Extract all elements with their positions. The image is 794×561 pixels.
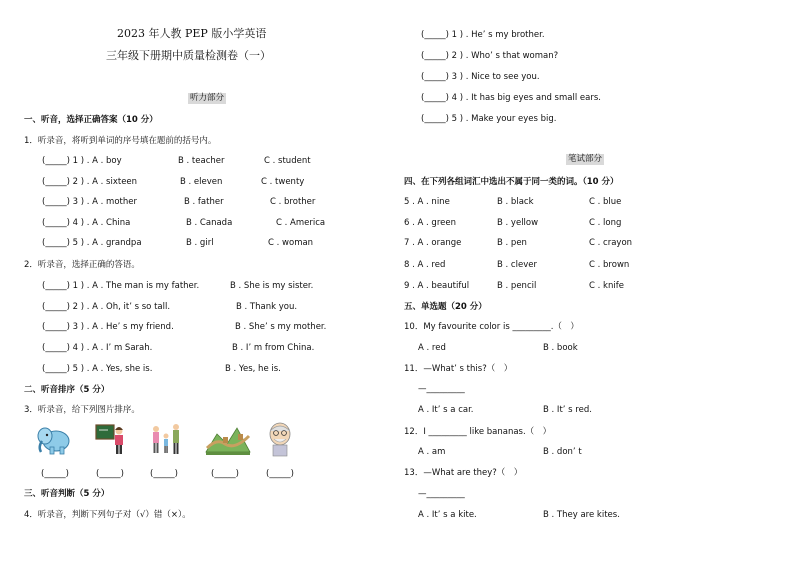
q13-stem: 13．—What are they?（ ） bbox=[404, 468, 523, 478]
s1-item1-b: B . teacher bbox=[178, 156, 225, 166]
right-item-1: (_____) 1 ) . He’ s my brother. bbox=[421, 30, 545, 40]
s4-item6-c: C . long bbox=[589, 218, 622, 228]
section2-instruction: 3．听录音，给下列图片排序。 bbox=[24, 405, 140, 415]
picture-blank-1: (_____) bbox=[41, 469, 69, 479]
s4-item7-b: B . pen bbox=[497, 238, 527, 248]
s1-item4-c: C . America bbox=[276, 218, 326, 228]
q12-option-b: B . don’ t bbox=[543, 447, 582, 457]
q13-option-b: B . They are kites. bbox=[543, 510, 620, 520]
s1b-item1-a: (_____) 1 ) . A . The man is my father. bbox=[42, 281, 200, 291]
section5-heading: 五、单选题（20 分） bbox=[404, 302, 487, 312]
great-wall-picture bbox=[205, 422, 251, 456]
s1-item2-b: B . eleven bbox=[180, 177, 223, 187]
s1-item1-a: (_____) 1 ) . A . boy bbox=[42, 156, 122, 166]
section4-heading: 四、在下列各组词汇中选出不属于同一类的词。（10 分） bbox=[404, 177, 619, 187]
s1-item5-b: B . girl bbox=[186, 238, 214, 248]
s4-item7-c: C . crayon bbox=[589, 238, 633, 248]
s4-item8-c: C . brown bbox=[589, 260, 630, 270]
writing-label: 笔试部分 bbox=[568, 154, 603, 164]
s4-item7-a: 7 . A . orange bbox=[404, 238, 462, 248]
s4-item8-a: 8 . A . red bbox=[404, 260, 446, 270]
s4-item9-b: B . pencil bbox=[497, 281, 537, 291]
q11-option-b: B . It’ s red. bbox=[543, 405, 592, 415]
s1-item4-a: (_____) 4 ) . A . China bbox=[42, 218, 131, 228]
s1-item5-c: C . woman bbox=[268, 238, 314, 248]
picture-blank-2: (_____) bbox=[96, 469, 124, 479]
s4-item5-c: C . blue bbox=[589, 197, 622, 207]
s1b-item2-a: (_____) 2 ) . A . Oh, it’ s so tall. bbox=[42, 302, 171, 312]
s1-item1-c: C . student bbox=[264, 156, 311, 166]
s4-item5-b: B . black bbox=[497, 197, 534, 207]
s1-item2-a: (_____) 2 ) . A . sixteen bbox=[42, 177, 138, 187]
q12-option-a: A . am bbox=[418, 447, 446, 457]
s1-item5-a: (_____) 5 ) . A . grandpa bbox=[42, 238, 142, 248]
right-item-4: (_____) 4 ) . It has big eyes and small ears. bbox=[421, 93, 601, 103]
section2-heading: 二、听音排序（5 分） bbox=[24, 385, 110, 395]
q10-option-a: A . red bbox=[418, 343, 446, 353]
s4-item5-a: 5 . A . nine bbox=[404, 197, 450, 207]
s1b-item4-b: B . I’ m from China. bbox=[232, 343, 315, 353]
picture-blank-3: (_____) bbox=[150, 469, 178, 479]
q10-stem: 10．My favourite color is _________.（ ） bbox=[404, 322, 579, 332]
s1b-item3-a: (_____) 3 ) . A . He’ s my friend. bbox=[42, 322, 174, 332]
q10-option-b: B . book bbox=[543, 343, 578, 353]
s4-item9-a: 9 . A . beautiful bbox=[404, 281, 470, 291]
s1-item3-b: B . father bbox=[184, 197, 224, 207]
page-title: 2023 年人教 PEP 版小学英语 bbox=[117, 27, 267, 40]
picture-blank-4: (_____) bbox=[211, 469, 239, 479]
section3-heading: 三、听音判断（5 分） bbox=[24, 489, 110, 499]
listening-label: 听力部分 bbox=[190, 93, 225, 103]
picture-blank-5: (_____) bbox=[266, 469, 294, 479]
page-subtitle: 三年级下册期中质量检测卷（一） bbox=[106, 49, 271, 62]
elephant-picture bbox=[36, 423, 74, 455]
s4-item9-c: C . knife bbox=[589, 281, 624, 291]
section1-instruction: 1．听录音，将听到单词的序号填在题前的括号内。 bbox=[24, 136, 217, 146]
s1-item3-c: C . brother bbox=[270, 197, 316, 207]
grandpa-picture bbox=[266, 421, 294, 457]
section1-heading: 一、听音，选择正确答案（10 分） bbox=[24, 115, 158, 125]
q13-answer-line: —_________ bbox=[418, 489, 465, 499]
section3-instruction: 4．听录音，判断下列句子对（√）错（×）。 bbox=[24, 510, 191, 520]
right-item-2: (_____) 2 ) . Who’ s that woman? bbox=[421, 51, 559, 61]
right-item-3: (_____) 3 ) . Nice to see you. bbox=[421, 72, 540, 82]
s1-item2-c: C . twenty bbox=[261, 177, 305, 187]
q11-stem: 11．—What’ s this?（ ） bbox=[404, 364, 513, 374]
s1-item4-b: B . Canada bbox=[186, 218, 233, 228]
s1b-item4-a: (_____) 4 ) . A . I’ m Sarah. bbox=[42, 343, 153, 353]
s4-item6-b: B . yellow bbox=[497, 218, 539, 228]
s1b-item1-b: B . She is my sister. bbox=[230, 281, 314, 291]
s1b-item5-a: (_____) 5 ) . A . Yes, she is. bbox=[42, 364, 153, 374]
s1b-item3-b: B . She’ s my mother. bbox=[235, 322, 327, 332]
s4-item8-b: B . clever bbox=[497, 260, 537, 270]
family-picture bbox=[149, 421, 183, 457]
s1-item3-a: (_____) 3 ) . A . mother bbox=[42, 197, 137, 207]
s1b-item5-b: B . Yes, he is. bbox=[225, 364, 281, 374]
q13-option-a: A . It’ s a kite. bbox=[418, 510, 477, 520]
section1-instruction2: 2．听录音，选择正确的答语。 bbox=[24, 260, 140, 270]
right-item-5: (_____) 5 ) . Make your eyes big. bbox=[421, 114, 557, 124]
q12-stem: 12．I _________ like bananas.（ ） bbox=[404, 427, 552, 437]
q11-answer-line: —_________ bbox=[418, 384, 465, 394]
s1b-item2-b: B . Thank you. bbox=[236, 302, 298, 312]
teacher-picture bbox=[94, 422, 128, 456]
s4-item6-a: 6 . A . green bbox=[404, 218, 456, 228]
q11-option-a: A . It’ s a car. bbox=[418, 405, 474, 415]
